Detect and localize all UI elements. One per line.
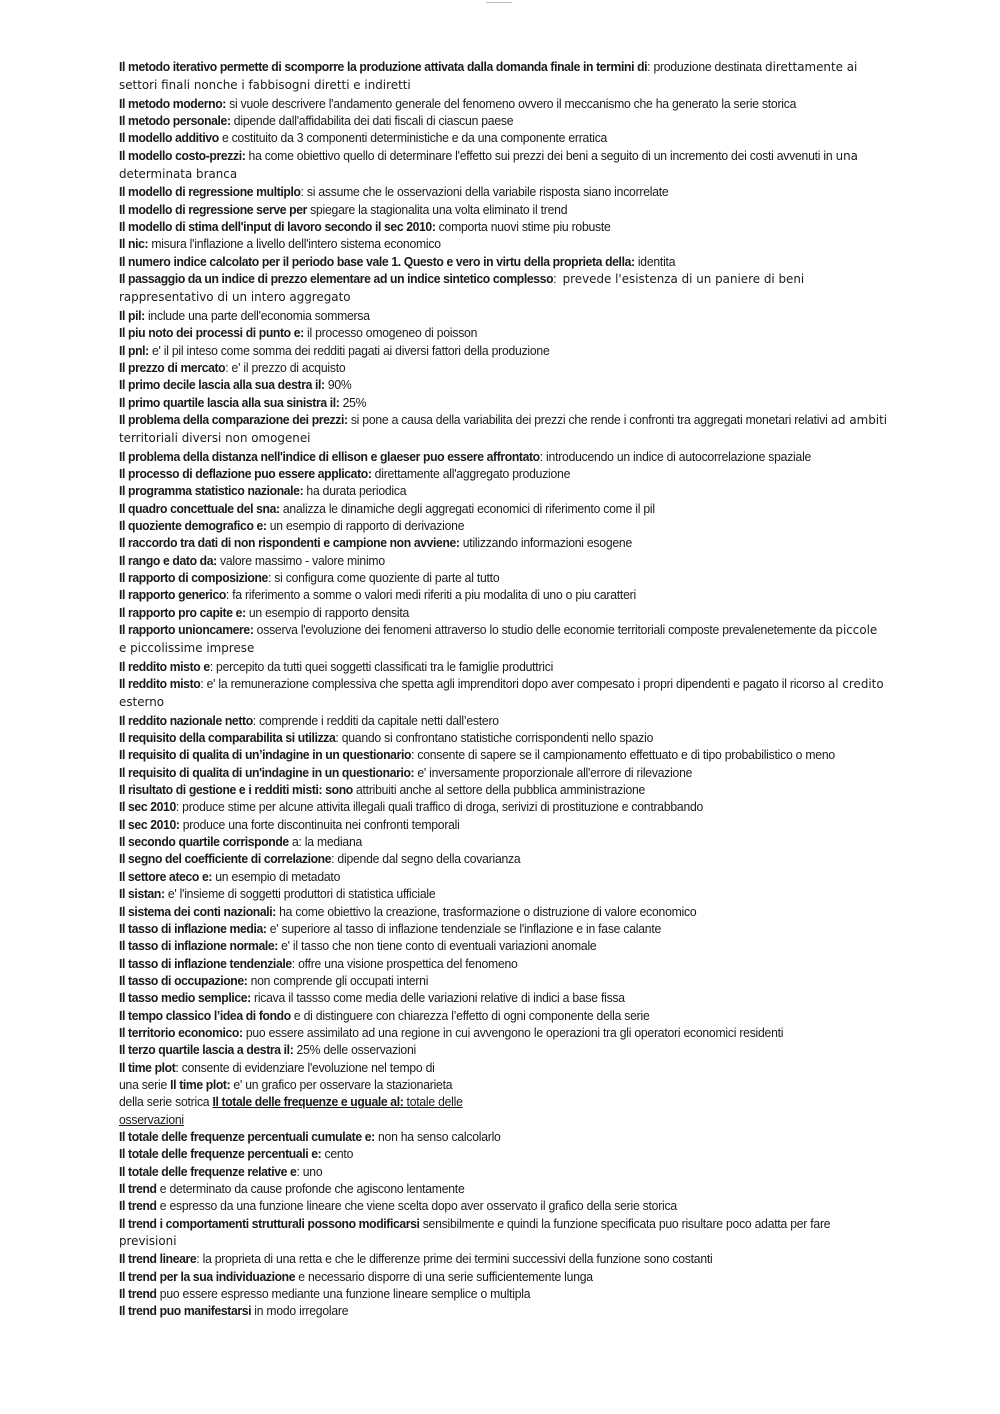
glossary-entry — [119, 253, 887, 270]
glossary-entry — [119, 1250, 887, 1267]
entry-text: e di distinguere con chiarezza l’effetto di ogni componente della serie — [293, 1007, 650, 1023]
glossary-entry — [119, 411, 887, 448]
entry-text: e' il prezzo di acquisto — [231, 359, 346, 375]
entry-term: Il tasso di inflazione media: — [119, 920, 267, 936]
entry-separator: : — [411, 747, 418, 763]
entry-term: Il settore ateco e: — [119, 868, 213, 884]
entry-term: Il modello di stima dell'input di lavoro secondo il sec 2010: — [119, 219, 436, 235]
glossary-entry — [119, 1268, 887, 1285]
entry-term: Il passaggio da un indice di prezzo elementare ad un indice sintetico complesso — [119, 271, 554, 287]
glossary-entry — [119, 816, 887, 833]
entry-text: cento — [324, 1146, 354, 1162]
entry-term: Il metodo personale: — [119, 113, 231, 129]
glossary-entry — [119, 1128, 887, 1145]
entry-text: totale delle — [403, 1094, 463, 1110]
entry-term: Il rapporto di composizione — [119, 569, 268, 585]
entry-text: ha come obiettivo la creazione, trasformazione o distruzione di valore economico — [279, 903, 697, 919]
glossary-entry — [119, 712, 887, 729]
entry-term: Il quadro concettuale del sna: — [119, 500, 280, 516]
entry-term: Il raccordo tra dati di non rispondenti e campione non avviene: — [119, 535, 460, 551]
entry-term: Il trend i comportamenti strutturali possono modificarsi — [119, 1215, 420, 1231]
entry-text-continuation: piccole e piccolissime imprese — [119, 623, 878, 657]
entry-text: e' il tasso che non tiene conto di eventuali variazioni anomale — [281, 938, 597, 954]
glossary-entry — [119, 112, 887, 129]
glossary-entry — [119, 376, 887, 393]
entry-term: Il secondo quartile corrisponde — [119, 834, 289, 850]
entry-term: Il trend puo manifestarsi — [119, 1303, 252, 1319]
glossary-entry — [119, 394, 887, 411]
entry-text: percepito da tutti quei soggetti classificati tra le famiglie produttrici — [216, 658, 554, 674]
entry-term: Il prezzo di mercato — [119, 359, 226, 375]
entry-term: Il trend — [119, 1198, 157, 1214]
entry-text-continuation: una determinata branca — [119, 148, 858, 183]
entry-term: Il tasso di inflazione tendenziale — [119, 955, 292, 971]
entry-text: valore massimo - valore minimo — [219, 552, 385, 568]
entry-term: Il problema della distanza nell'indice di ellison e glaeser puo essere affrontato — [119, 448, 540, 464]
entry-term: Il requisito di qualita di un’indagine in un questionario — [119, 747, 412, 763]
glossary-entry — [119, 604, 887, 621]
glossary-entry — [119, 482, 887, 499]
entry-text: ricava il tassso come media delle variazioni relative di indici a base fissa — [253, 990, 625, 1006]
entry-text: spiegare la stagionalita una volta eliminato il trend — [310, 201, 568, 217]
entry-text: non ha senso calcolarlo — [377, 1128, 501, 1144]
entry-text: una serie — [119, 1076, 168, 1092]
entry-text: 90% — [327, 377, 352, 393]
entry-text: si assume che le osservazioni della variabile risposta siano incorrelate — [306, 184, 669, 200]
entry-separator: : — [225, 359, 232, 375]
glossary-entry — [119, 920, 887, 937]
glossary-entry — [119, 937, 887, 954]
entry-text: introducendo un indice di autocorrelazione spaziale — [546, 448, 812, 464]
glossary-entry — [119, 903, 887, 920]
entry-text: e' superiore al tasso di inflazione tendenziale se l'inflazione e in fase calante — [269, 920, 662, 936]
glossary-entry — [119, 147, 887, 184]
glossary-entry — [119, 270, 887, 307]
entry-term: Il segno del coefficiente di correlazione — [119, 851, 332, 867]
timeplot-entry — [119, 1059, 510, 1128]
glossary-entry — [119, 833, 887, 850]
entry-text: puo essere espresso mediante una funzione lineare semplice o multipla — [159, 1286, 531, 1302]
glossary-entry — [119, 58, 887, 95]
entry-separator: : — [335, 730, 342, 746]
entry-term: Il metodo iterativo permette di scomporre la produzione attivata dalla domanda finale in termini di — [119, 59, 648, 74]
entry-text: si configura come quoziente di parte al tutto — [274, 569, 500, 585]
glossary-entry — [119, 235, 887, 252]
entry-text: include una parte dell'economia sommersa — [147, 307, 370, 323]
glossary-entry — [119, 500, 887, 517]
entry-term: Il terzo quartile lascia a destra il: — [119, 1042, 294, 1058]
entry-text: comprende i redditi da capitale netti dall’estero — [259, 712, 499, 728]
glossary-entry — [119, 729, 887, 746]
entry-term: Il tasso di occupazione: — [119, 972, 248, 988]
entry-text: sensibilmente e quindi la funzione specificata puo risultare poco adatta per fare — [422, 1215, 831, 1231]
entry-term: Il rapporto unioncamere: — [119, 622, 254, 637]
document-page — [119, 58, 887, 1320]
entry-text: consente di sapere se il campionamento effettuato e di tipo probabilistico o meno — [417, 747, 835, 763]
glossary-entry — [119, 781, 887, 798]
entry-term: Il risultato di gestione e i redditi misti: sono — [119, 782, 353, 798]
entry-term: Il modello di regressione multiplo — [119, 184, 301, 200]
entry-term: Il totale delle frequenze percentuali e: — [119, 1146, 322, 1162]
entry-term: Il rango e dato da: — [119, 552, 217, 568]
entry-term: Il sistan: — [119, 886, 165, 902]
entry-term: Il reddito nazionale netto — [119, 712, 253, 728]
header-mark — [486, 2, 512, 6]
glossary-entry — [119, 746, 887, 763]
entry-term: Il rapporto generico — [119, 587, 226, 603]
entry-text-continuation: direttamente ai settori finali nonche i fabbisogni diretti e indiretti — [119, 60, 858, 94]
entry-text: un esempio di rapporto di derivazione — [269, 517, 465, 533]
entry-list — [119, 1128, 887, 1320]
entry-text: analizza le dinamiche degli aggregati economici di riferimento come il pil — [282, 500, 655, 516]
entry-text-continuation: al credito esterno — [119, 677, 884, 711]
entry-text: produce una forte discontinuita nei confronti temporali — [182, 816, 460, 832]
entry-separator: : — [296, 1163, 303, 1179]
entry-term: Il nic: — [119, 236, 149, 252]
entry-text: non comprende gli occupati interni — [250, 972, 429, 988]
entry-text: produce stime per alcune attivita illegali quali traffico di droga, serivizi di prostituzione e contrabbando — [182, 799, 704, 815]
entry-separator: : — [175, 799, 183, 815]
entry-text: e necessario disporre di una serie sufficientemente lunga — [298, 1268, 593, 1284]
entry-term: Il modello costo-prezzi: — [119, 147, 246, 163]
entry-text: misura l'inflazione a livello dell'intero sistema economico — [151, 236, 441, 252]
glossary-entry — [119, 534, 887, 551]
glossary-entry — [119, 324, 887, 341]
entry-text: si pone a causa della variabilita dei prezzi che rende i confronti tra aggregati monetari relativi — [350, 411, 828, 427]
entry-text: e' la remunerazione complessiva che spetta agli imprenditori dopo aver compesato i propri dipendenti e pagato il ricorso — [206, 676, 825, 692]
entry-term: Il reddito misto — [119, 676, 201, 692]
entry-term: Il modello additivo — [119, 130, 219, 146]
entry-term: Il programma statistico nazionale: — [119, 483, 304, 499]
entry-text: dipende dall'affidabilita dei dati fiscali di ciascun paese — [233, 113, 514, 129]
entry-text: in modo irregolare — [254, 1303, 349, 1319]
entry-term: Il totale delle frequenze percentuali cumulate e: — [119, 1128, 375, 1144]
entry-term: Il tasso medio semplice: — [119, 990, 251, 1006]
entry-term: Il trend lineare — [119, 1251, 197, 1267]
glossary-entry — [119, 569, 887, 586]
entry-separator: : — [300, 184, 307, 200]
glossary-entry — [119, 129, 887, 146]
entry-term: Il sec 2010: — [119, 816, 180, 832]
glossary-entry — [119, 798, 887, 815]
entry-term: Il processo di deflazione puo essere applicato: — [119, 465, 372, 481]
glossary-entry — [119, 218, 887, 235]
entry-text: fa riferimento a somme o valori medi riferiti a piu modalita di uno o piu caratteri — [232, 587, 636, 603]
glossary-entry — [119, 955, 887, 972]
glossary-entry — [119, 764, 887, 781]
entry-text: uno — [302, 1163, 323, 1179]
glossary-entry — [119, 1215, 887, 1251]
entry-text: un esempio di rapporto densita — [248, 604, 410, 620]
entry-term: Il totale delle frequenze e uguale al: — [212, 1094, 404, 1110]
entry-text: si vuole descrivere l'andamento generale del fenomeno ovvero il meccanismo che ha generato la serie storica — [229, 95, 797, 111]
entry-text: identita — [637, 253, 676, 269]
entry-text: un esempio di metadato — [215, 868, 341, 884]
entry-text: a: la mediana — [291, 834, 363, 850]
glossary-entry — [119, 1180, 887, 1197]
entry-separator: : — [209, 658, 217, 674]
entry-term: Il primo quartile lascia alla sua sinistra il: — [119, 394, 340, 410]
entry-separator: : — [267, 569, 275, 585]
entry-text: e' un grafico per osservare la stazionarieta — [230, 1076, 453, 1092]
entry-text: 25% — [342, 394, 367, 410]
entry-term: Il requisito della comparabilita si utilizza — [119, 730, 336, 746]
entry-text: quando si confrontano statistiche corrispondenti nello spazio — [341, 730, 654, 746]
glossary-entry — [119, 989, 887, 1006]
entry-term: Il numero indice calcolato per il periodo base vale 1. Questo e vero in virtu della proprieta della: — [119, 253, 635, 269]
entry-term: Il metodo moderno: — [119, 95, 226, 111]
glossary-entry — [119, 201, 887, 218]
entry-separator: : — [539, 448, 547, 464]
entry-text-continuation: ad ambiti territoriali diversi non omogenei — [119, 412, 888, 447]
entry-text: dipende dal segno della covarianza — [337, 851, 521, 867]
entry-text: il processo omogeneo di poisson — [306, 325, 478, 341]
entry-text: attribuiti anche al settore della pubblica amministrazione — [355, 782, 646, 798]
entry-term: Il trend — [119, 1286, 157, 1302]
entry-text: ha durata periodica — [306, 483, 407, 499]
entry-text: la proprieta di una retta e che le differenze prime dei termini successivi della funzione sono costanti — [202, 1251, 713, 1267]
entry-text: direttamente all'aggregato produzione — [374, 465, 571, 481]
entry-text: puo essere assimilato ad una regione in cui avvengono le operazioni tra gli operatori economici residenti — [245, 1024, 784, 1040]
entry-separator: : — [200, 676, 207, 692]
glossary-entry — [119, 1041, 887, 1058]
entry-separator: : — [553, 271, 560, 287]
entry-term: Il pnl: — [119, 342, 149, 358]
glossary-entry — [119, 1024, 887, 1041]
entry-text: e determinato da cause profonde che agiscono lentamente — [159, 1181, 465, 1196]
entry-text: e' il pil inteso come somma dei redditi pagati ai diversi fattori della produzione — [152, 342, 550, 358]
entry-term: Il primo decile lascia alla sua destra il: — [119, 377, 325, 393]
entry-separator: : — [291, 955, 299, 971]
glossary-entry — [119, 465, 887, 482]
entry-separator: : — [331, 851, 338, 867]
entry-text: e costituito da 3 componenti deterministiche e da una componente erratica — [221, 130, 608, 146]
entry-term: Il sec 2010 — [119, 799, 176, 815]
entry-term: Il trend per la sua individuazione — [119, 1268, 296, 1284]
entry-term: Il quoziente demografico e: — [119, 517, 267, 533]
entry-list — [119, 58, 887, 1059]
entry-text: produzione destinata — [653, 59, 762, 74]
entry-term: Il tasso di inflazione normale: — [119, 938, 278, 954]
entry-text-continuation: previsioni — [119, 1234, 177, 1250]
glossary-entry — [119, 183, 887, 200]
glossary-entry — [119, 307, 887, 324]
entry-term: Il requisito di qualita di un'indagine in un questionario: — [119, 764, 415, 780]
glossary-entry — [119, 885, 887, 902]
entry-term: Il sistema dei conti nazionali: — [119, 903, 276, 919]
entry-term: Il pil: — [119, 307, 145, 323]
entry-text-continuation: prevede l'esistenza di un paniere di beni rappresentativo di un intero aggregato — [119, 272, 805, 306]
entry-separator: : — [196, 1251, 203, 1267]
glossary-entry — [119, 448, 887, 465]
entry-text: della serie sotrica — [119, 1094, 210, 1110]
glossary-entry — [119, 675, 887, 712]
entry-text: comporta nuovi stime piu robuste — [438, 219, 611, 235]
entry-term: Il reddito misto e — [119, 658, 210, 674]
glossary-entry — [119, 621, 887, 658]
glossary-entry — [119, 586, 887, 603]
glossary-entry — [119, 1197, 887, 1214]
entry-term: Il modello di regressione serve per — [119, 201, 307, 217]
entry-text: e espresso da una funzione lineare che viene scelta dopo aver osservato il grafico della serie storica — [159, 1198, 677, 1214]
entry-separator: : — [252, 712, 260, 728]
glossary-entry — [119, 1007, 887, 1024]
entry-separator: : — [647, 59, 654, 74]
entry-term: Il time plot: — [170, 1076, 231, 1092]
glossary-entry — [119, 342, 887, 359]
glossary-entry — [119, 658, 887, 675]
entry-text: osservazioni — [119, 1111, 184, 1127]
entry-term: Il totale delle frequenze relative e — [119, 1163, 297, 1179]
glossary-entry — [119, 850, 887, 867]
glossary-entry — [119, 517, 887, 534]
entry-text: utilizzando informazioni esogene — [462, 535, 632, 551]
glossary-entry — [119, 1285, 887, 1302]
entry-term: Il territorio economico: — [119, 1024, 243, 1040]
glossary-entry — [119, 359, 887, 376]
entry-term: Il tempo classico l’idea di fondo — [119, 1007, 291, 1023]
glossary-entry — [119, 1145, 887, 1162]
entry-text: osserva l'evoluzione dei fenomeni attraverso lo studio delle economie territoriali composte prevalenetemente da — [256, 622, 833, 637]
glossary-entry — [119, 1163, 887, 1180]
glossary-entry — [119, 868, 887, 885]
entry-text: 25% delle osservazioni — [296, 1042, 416, 1058]
glossary-entry — [119, 95, 887, 112]
entry-term: Il piu noto dei processi di punto e: — [119, 325, 304, 341]
entry-text: ha come obiettivo quello di determinare l'effetto sui prezzi dei beni a seguito di un incremento dei costi avvenuti in — [248, 147, 833, 163]
entry-text: e' l'insieme di soggetti produttori di statistica ufficiale — [167, 886, 436, 902]
glossary-entry — [119, 1302, 887, 1319]
entry-term: Il rapporto pro capite e: — [119, 604, 246, 620]
entry-separator: : — [225, 587, 233, 603]
entry-text: offre una visione prospettica del fenomeno — [298, 955, 518, 971]
entry-term: Il time plot — [119, 1059, 176, 1075]
glossary-entry — [119, 552, 887, 569]
entry-text: e' inversamente proporzionale all'errore di rilevazione — [417, 764, 693, 780]
entry-term: Il trend — [119, 1181, 157, 1196]
entry-text: : consente di evidenziare l'evoluzione nel tempo di — [175, 1059, 435, 1075]
glossary-entry — [119, 972, 887, 989]
entry-term: Il problema della comparazione dei prezzi: — [119, 411, 348, 427]
